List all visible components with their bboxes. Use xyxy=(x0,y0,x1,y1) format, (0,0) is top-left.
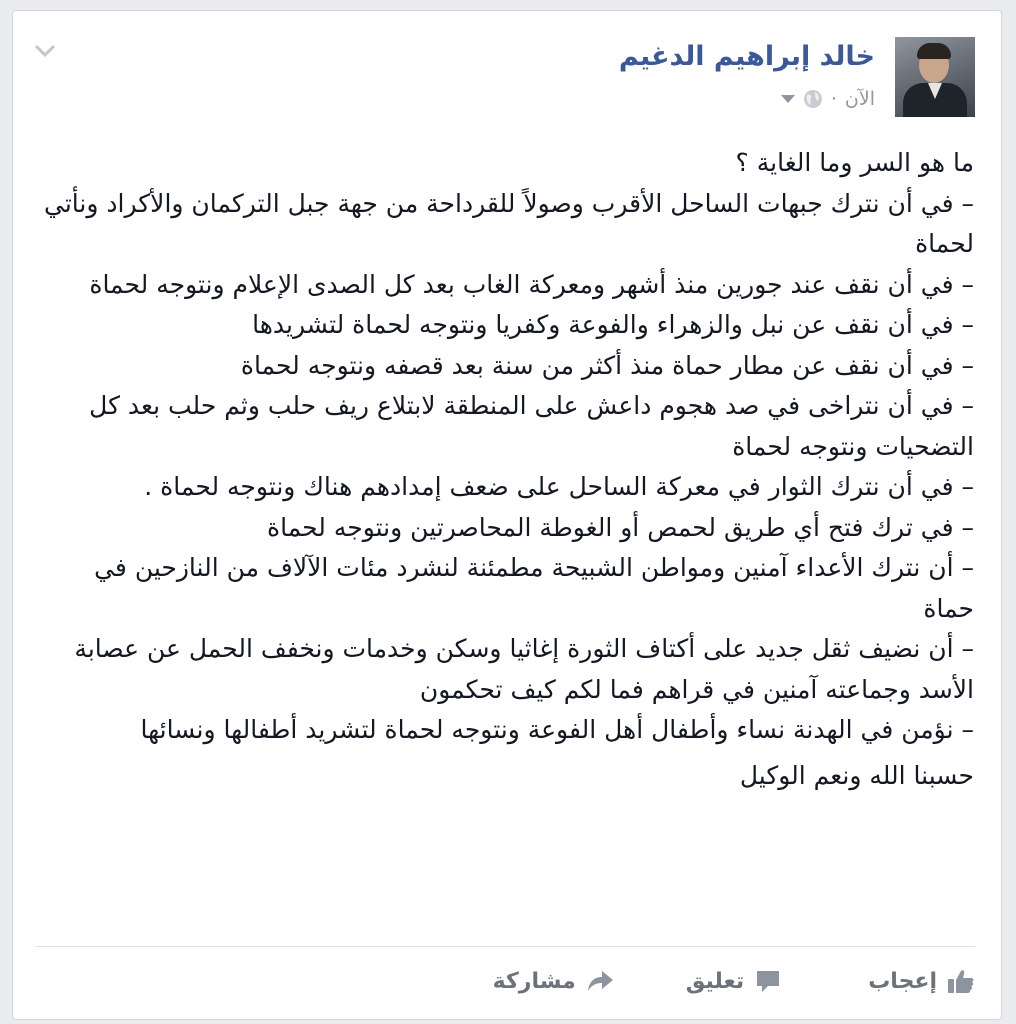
share-label: مشاركة xyxy=(492,968,576,994)
avatar[interactable] xyxy=(895,37,975,117)
post-line: – في أن نتراخى في صد هجوم داعش على المنطقة لابتلاع ريف حلب وثم حلب بعد كل التضحيات ونتوجه لحماة xyxy=(89,391,974,461)
thumbs-up-icon xyxy=(947,968,975,994)
divider xyxy=(35,946,975,947)
post-card xyxy=(12,10,1002,1020)
action-bar xyxy=(493,959,975,1003)
comment-label: تعليق xyxy=(685,968,745,994)
meta-separator: · xyxy=(830,88,837,110)
globe-icon[interactable] xyxy=(803,89,823,109)
post-line: – في أن نترك الثوار في معركة الساحل على ضعف إمدادهم هناك ونتوجه لحماة . xyxy=(144,472,974,501)
like-button[interactable] xyxy=(868,968,975,994)
privacy-dropdown-caret-icon[interactable] xyxy=(781,95,795,103)
post-line: – في أن نترك جبهات الساحل الأقرب وصولاً للقرداحة من جهة جبل التركمان والأكراد ونأتي لحماة xyxy=(44,188,974,258)
post-line: – أن نترك الأعداء آمنين ومواطن الشبيحة مطمئنة لنشرد مئات الآلاف من النازحين في حماة xyxy=(94,553,974,623)
like-label: إعجاب xyxy=(868,968,937,994)
post-body xyxy=(44,143,974,796)
post-line: – في ترك فتح أي طريق لحمص أو الغوطة المحاصرتين ونتوجه لحماة xyxy=(267,512,974,542)
post-closing: حسبنا الله ونعم الوكيل xyxy=(739,760,974,790)
author-name[interactable]: خالد إبراهيم الدغيم xyxy=(618,41,875,72)
post-line: – في أن نقف عند جورين منذ أشهر ومعركة الغاب بعد كل الصدى الإعلام ونتوجه لحماة xyxy=(89,269,974,299)
timestamp[interactable]: الآن xyxy=(844,88,875,110)
chevron-down-icon[interactable] xyxy=(33,43,57,59)
comment-button[interactable] xyxy=(686,968,782,994)
share-button[interactable] xyxy=(493,968,614,994)
comment-icon xyxy=(754,968,782,994)
post-line: – نؤمن في الهدنة نساء وأطفال أهل الفوعة ونتوجه لحماة لتشريد أطفالها ونسائها xyxy=(140,715,974,744)
post-meta xyxy=(781,86,875,112)
share-arrow-icon xyxy=(586,968,614,994)
post-line: ما هو السر وما الغاية ؟ xyxy=(735,148,974,177)
post-line: – في أن نقف عن نبل والزهراء والفوعة وكفريا ونتوجه لحماة لتشريدها xyxy=(252,310,974,339)
post-line: – في أن نقف عن مطار حماة منذ أكثر من سنة بعد قصفه ونتوجه لحماة xyxy=(240,350,974,380)
post-line: – أن نضيف ثقل جديد على أكتاف الثورة إغاثيا وسكن وخدمات ونخفف الحمل عن عصابة الأسد وجماعته آمنين في قراهم فما لكم كيف تحكمون xyxy=(74,634,974,704)
